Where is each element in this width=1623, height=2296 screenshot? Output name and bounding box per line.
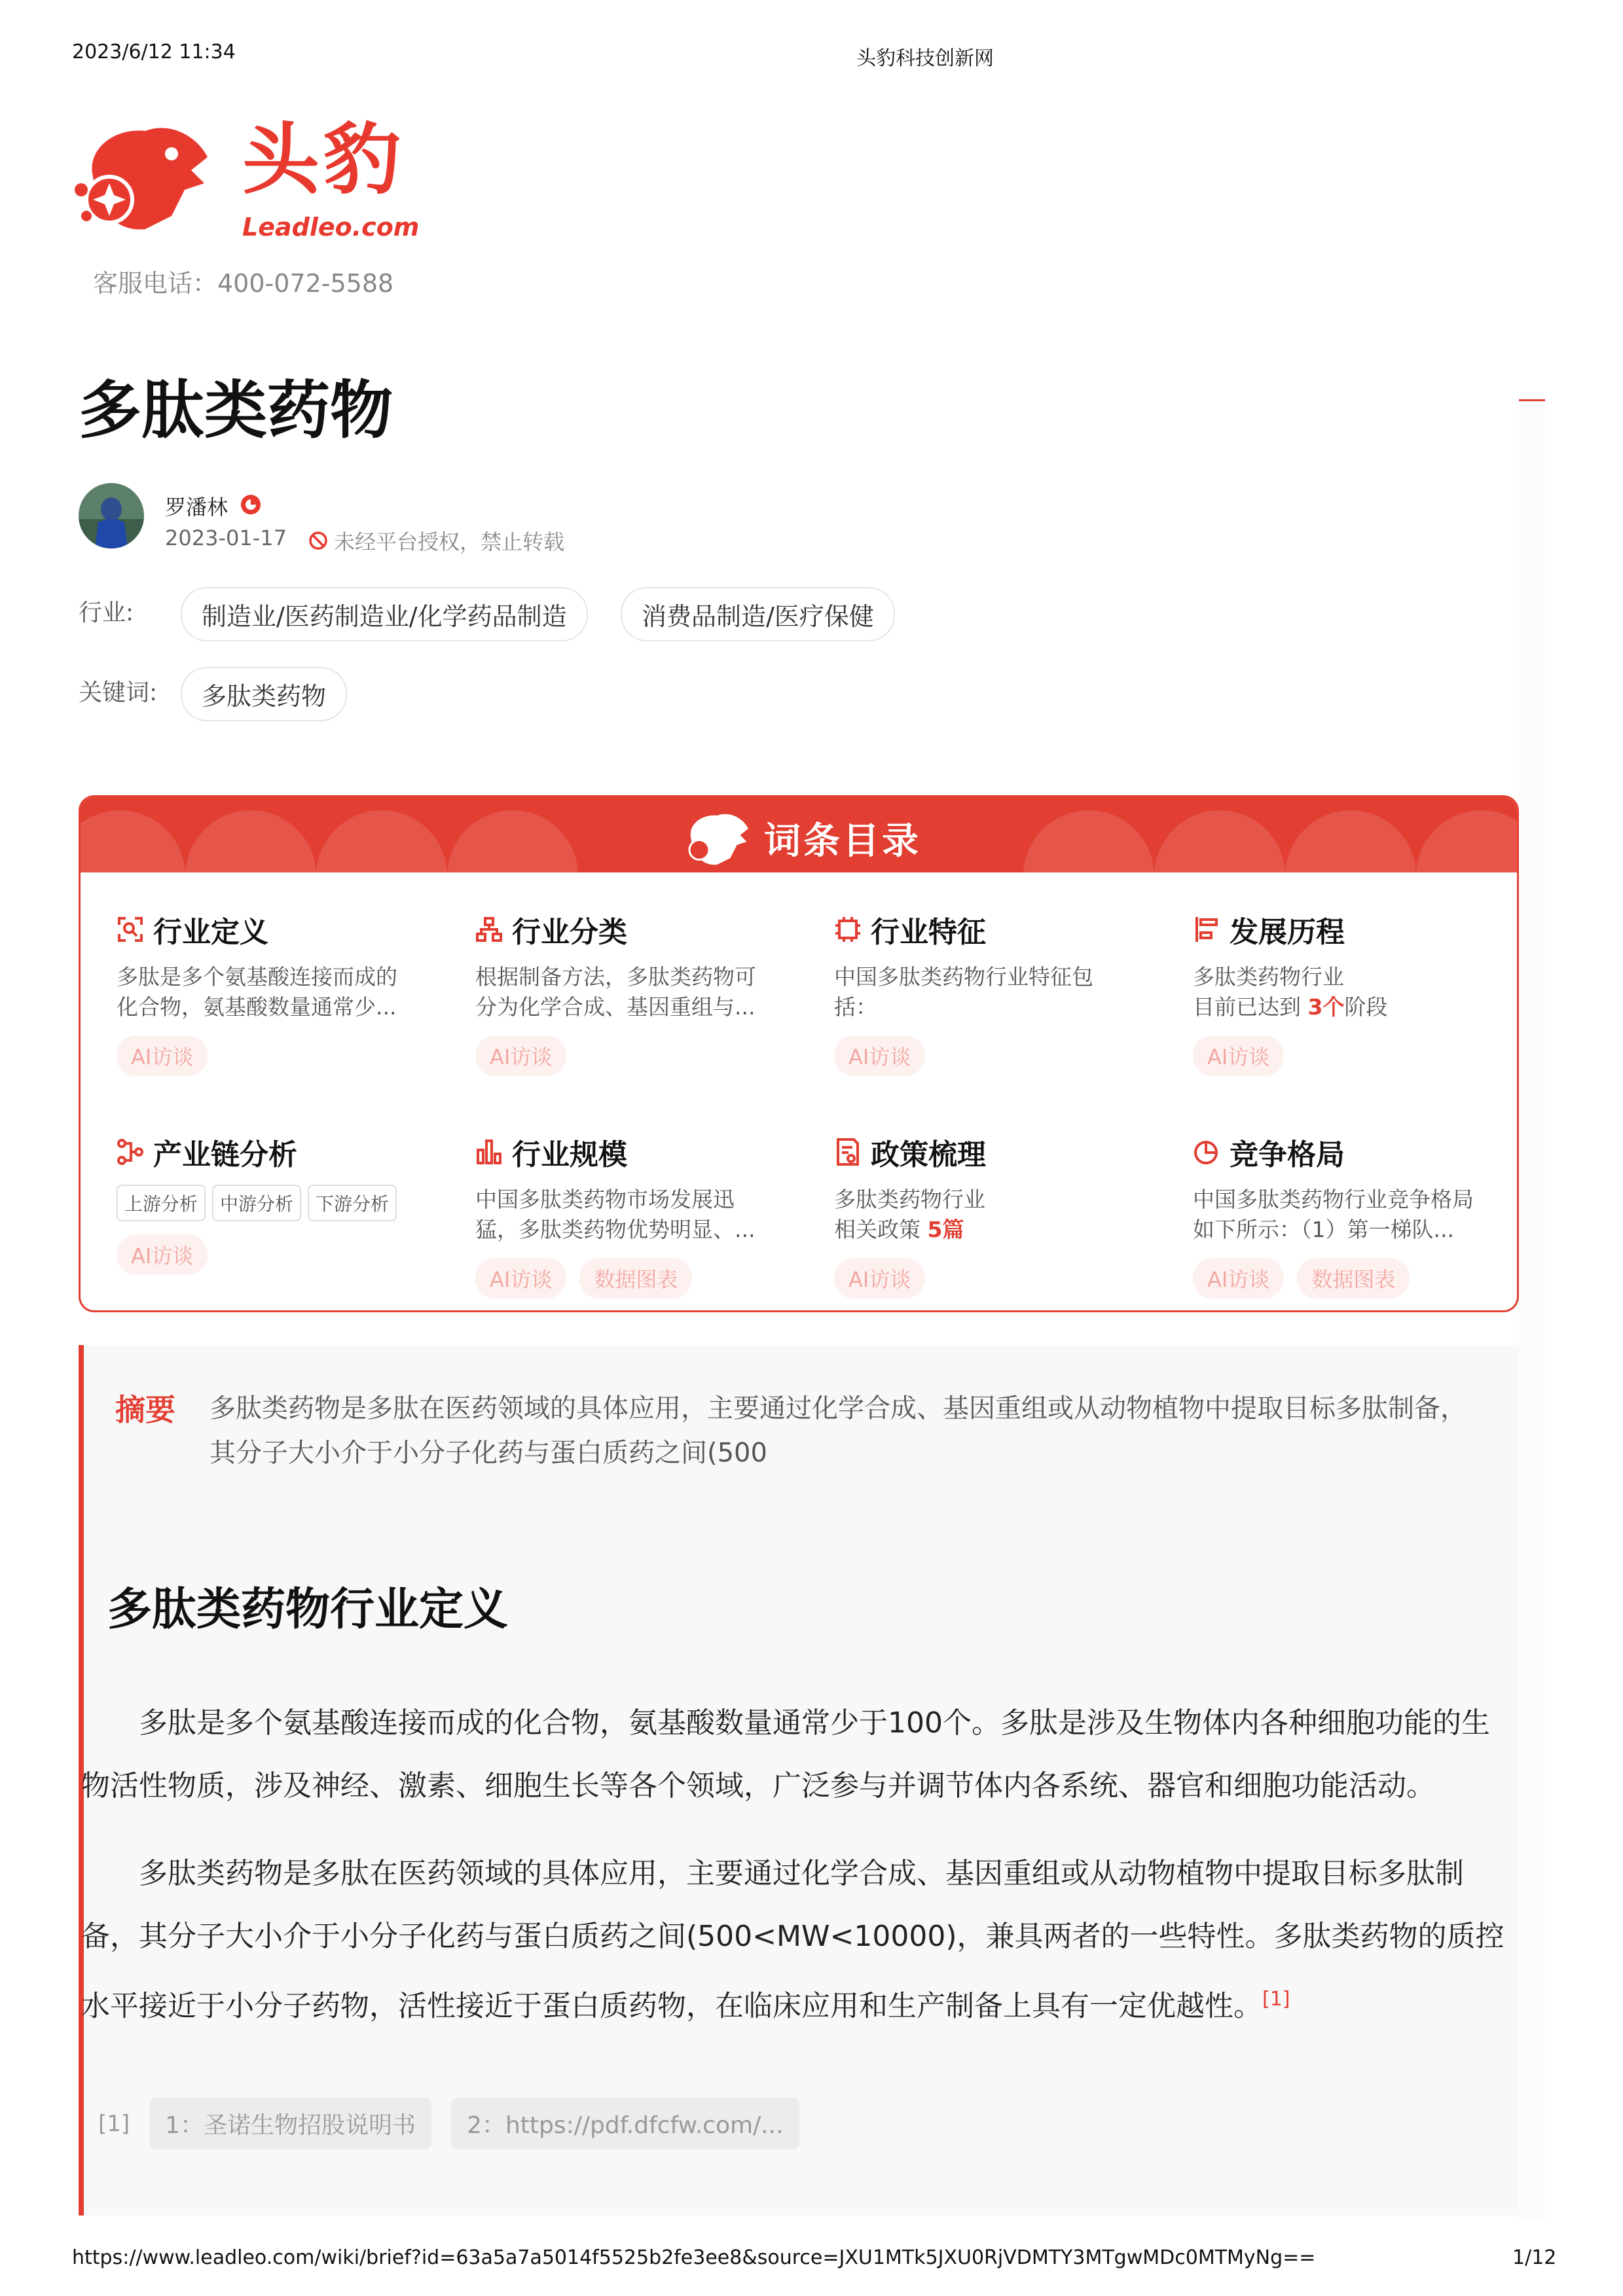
print-datetime: 2023/6/12 11:34 — [72, 41, 236, 63]
brand-name: 头豹 — [242, 115, 405, 205]
ai-interview-button[interactable]: AI访谈 — [1193, 1035, 1284, 1076]
ai-interview-button[interactable]: AI访谈 — [834, 1035, 925, 1076]
paragraph: 多肽是多个氨基酸连接而成的化合物，氨基酸数量通常少于100个。多肽是涉及生物体内各种细胞功能的生物活性物质，涉及神经、激素、细胞生长等各个领域，广泛参与并调节体内各系统、器官和细胞功能活动。 — [81, 1706, 1490, 1803]
pie-chart-icon — [1193, 1138, 1220, 1166]
hotline: 客服电话：400-072-5588 — [93, 269, 394, 298]
prohibited-icon — [308, 530, 329, 551]
toc-item-competition[interactable]: 竞争格局 中国多肽类药物行业竞争格局 如下所示：（1）第一梯队... AI访谈 数据图表 — [1193, 1131, 1494, 1299]
keyword-tag[interactable]: 多肽类药物 — [181, 667, 347, 721]
toc-item-market-size[interactable]: 行业规模 中国多肽类药物市场发展迅 猛，多肽类药物优势明显、... AI访谈 数据图表 — [475, 1131, 776, 1299]
industry-tag[interactable]: 消费品制造/医疗保健 — [621, 587, 895, 641]
summary-label: 摘要 — [115, 1392, 175, 1427]
ai-interview-button[interactable]: AI访谈 — [834, 1258, 925, 1299]
data-chart-button[interactable]: 数据图表 — [579, 1258, 692, 1299]
citation-link[interactable]: [1] — [1262, 1988, 1290, 2011]
chip-icon — [834, 916, 862, 943]
toc-banner — [81, 797, 1517, 872]
downstream-analysis-chip[interactable]: 下游分析 — [308, 1185, 397, 1221]
page-title: 多肽类药物 — [79, 374, 393, 447]
paragraph: 多肽类药物是多肽在医药领域的具体应用，主要通过化学合成、基因重组或从动物植物中提取目标多肽制备，其分子大小介于小分子化药与蛋白质药之间(500<MW<10000)，兼具两者的一些特性。多肽类药物的质控水平接近于小分子药物，活性接近于蛋白质药物，在临床应用和生产制备上具有一定优越性。[1] — [81, 1857, 1504, 2023]
print-site-title: 头豹科技创新网 — [856, 47, 994, 70]
no-repost-text: 未经平台授权，禁止转载 — [334, 529, 565, 554]
chain-icon — [117, 1138, 144, 1166]
side-panel — [1519, 399, 1545, 2221]
toc-item-policy[interactable]: 政策梳理 多肽类药物行业 相关政策 5篇 AI访谈 — [834, 1131, 1135, 1299]
summary-text: 多肽类药物是多肽在医药领域的具体应用，主要通过化学合成、基因重组或从动物植物中提取目标多肽制备，其分子大小介于小分子化药与蛋白质药之间(500 — [210, 1393, 1467, 1468]
references — [98, 2098, 799, 2149]
hierarchy-icon — [475, 916, 503, 943]
toc-title: 词条目录 — [81, 809, 1517, 868]
no-repost-notice — [308, 526, 564, 556]
timeline-icon — [1193, 916, 1220, 943]
industry-tag[interactable]: 制造业/医药制造业/化学药品制造 — [181, 587, 588, 641]
section-title: 多肽类药物行业定义 — [107, 1584, 509, 1636]
brand-domain: Leadleo.com — [242, 213, 420, 242]
toc-item-industry-chain[interactable]: 产业链分析 上游分析 中游分析 下游分析 AI访谈 — [117, 1131, 418, 1275]
toc-item-characteristics[interactable]: 行业特征 中国多肽类药物行业特征包 括： AI访谈 — [834, 908, 1135, 1076]
leopard-logo-icon — [73, 118, 211, 236]
print-page-number: 1/12 — [1512, 2246, 1557, 2269]
toc-item-definition[interactable]: 行业定义 多肽是多个氨基酸连接而成的 化合物，氨基酸数量通常少... AI访谈 — [117, 908, 418, 1076]
industry-label: 行业: — [79, 600, 134, 626]
toc-item-history[interactable]: 发展历程 多肽类药物行业 目前已达到 3个阶段 AI访谈 — [1193, 908, 1494, 1076]
reference-index: [1] — [98, 2110, 130, 2137]
ai-interview-button[interactable]: AI访谈 — [475, 1258, 566, 1299]
ai-interview-button[interactable]: AI访谈 — [1193, 1258, 1284, 1299]
midstream-analysis-chip[interactable]: 中游分析 — [212, 1185, 301, 1221]
print-url: https://www.leadleo.com/wiki/brief?id=63a5a7a5014f5525b2fe3ee8&source=JXU1MTk5JXU0RjVDMTY3MTgwMDc0MTMyNg== — [72, 2246, 1316, 2269]
ai-interview-button[interactable]: AI访谈 — [117, 1035, 208, 1076]
search-doc-icon — [117, 916, 144, 943]
data-chart-button[interactable]: 数据图表 — [1297, 1258, 1410, 1299]
ai-interview-button[interactable]: AI访谈 — [117, 1234, 208, 1275]
verified-badge-icon — [240, 493, 262, 516]
ai-interview-button[interactable]: AI访谈 — [475, 1035, 566, 1076]
toc-card — [79, 795, 1519, 1312]
avatar[interactable] — [79, 483, 144, 548]
upstream-analysis-chip[interactable]: 上游分析 — [117, 1185, 206, 1221]
publish-date: 2023-01-17 — [165, 526, 287, 550]
leopard-logo-icon — [676, 809, 755, 868]
keyword-label: 关键词: — [79, 679, 158, 706]
reference-item[interactable]: 2：https://pdf.dfcfw.com/... — [451, 2098, 799, 2149]
policy-doc-icon — [834, 1138, 862, 1166]
bar-chart-icon — [475, 1138, 503, 1166]
toc-item-classification[interactable]: 行业分类 根据制备方法，多肽类药物可 分为化学合成、基因重组与... AI访谈 — [475, 908, 776, 1076]
reference-item[interactable]: 1：圣诺生物招股说明书 — [149, 2098, 431, 2149]
author-name[interactable]: 罗潘林 — [165, 495, 228, 520]
